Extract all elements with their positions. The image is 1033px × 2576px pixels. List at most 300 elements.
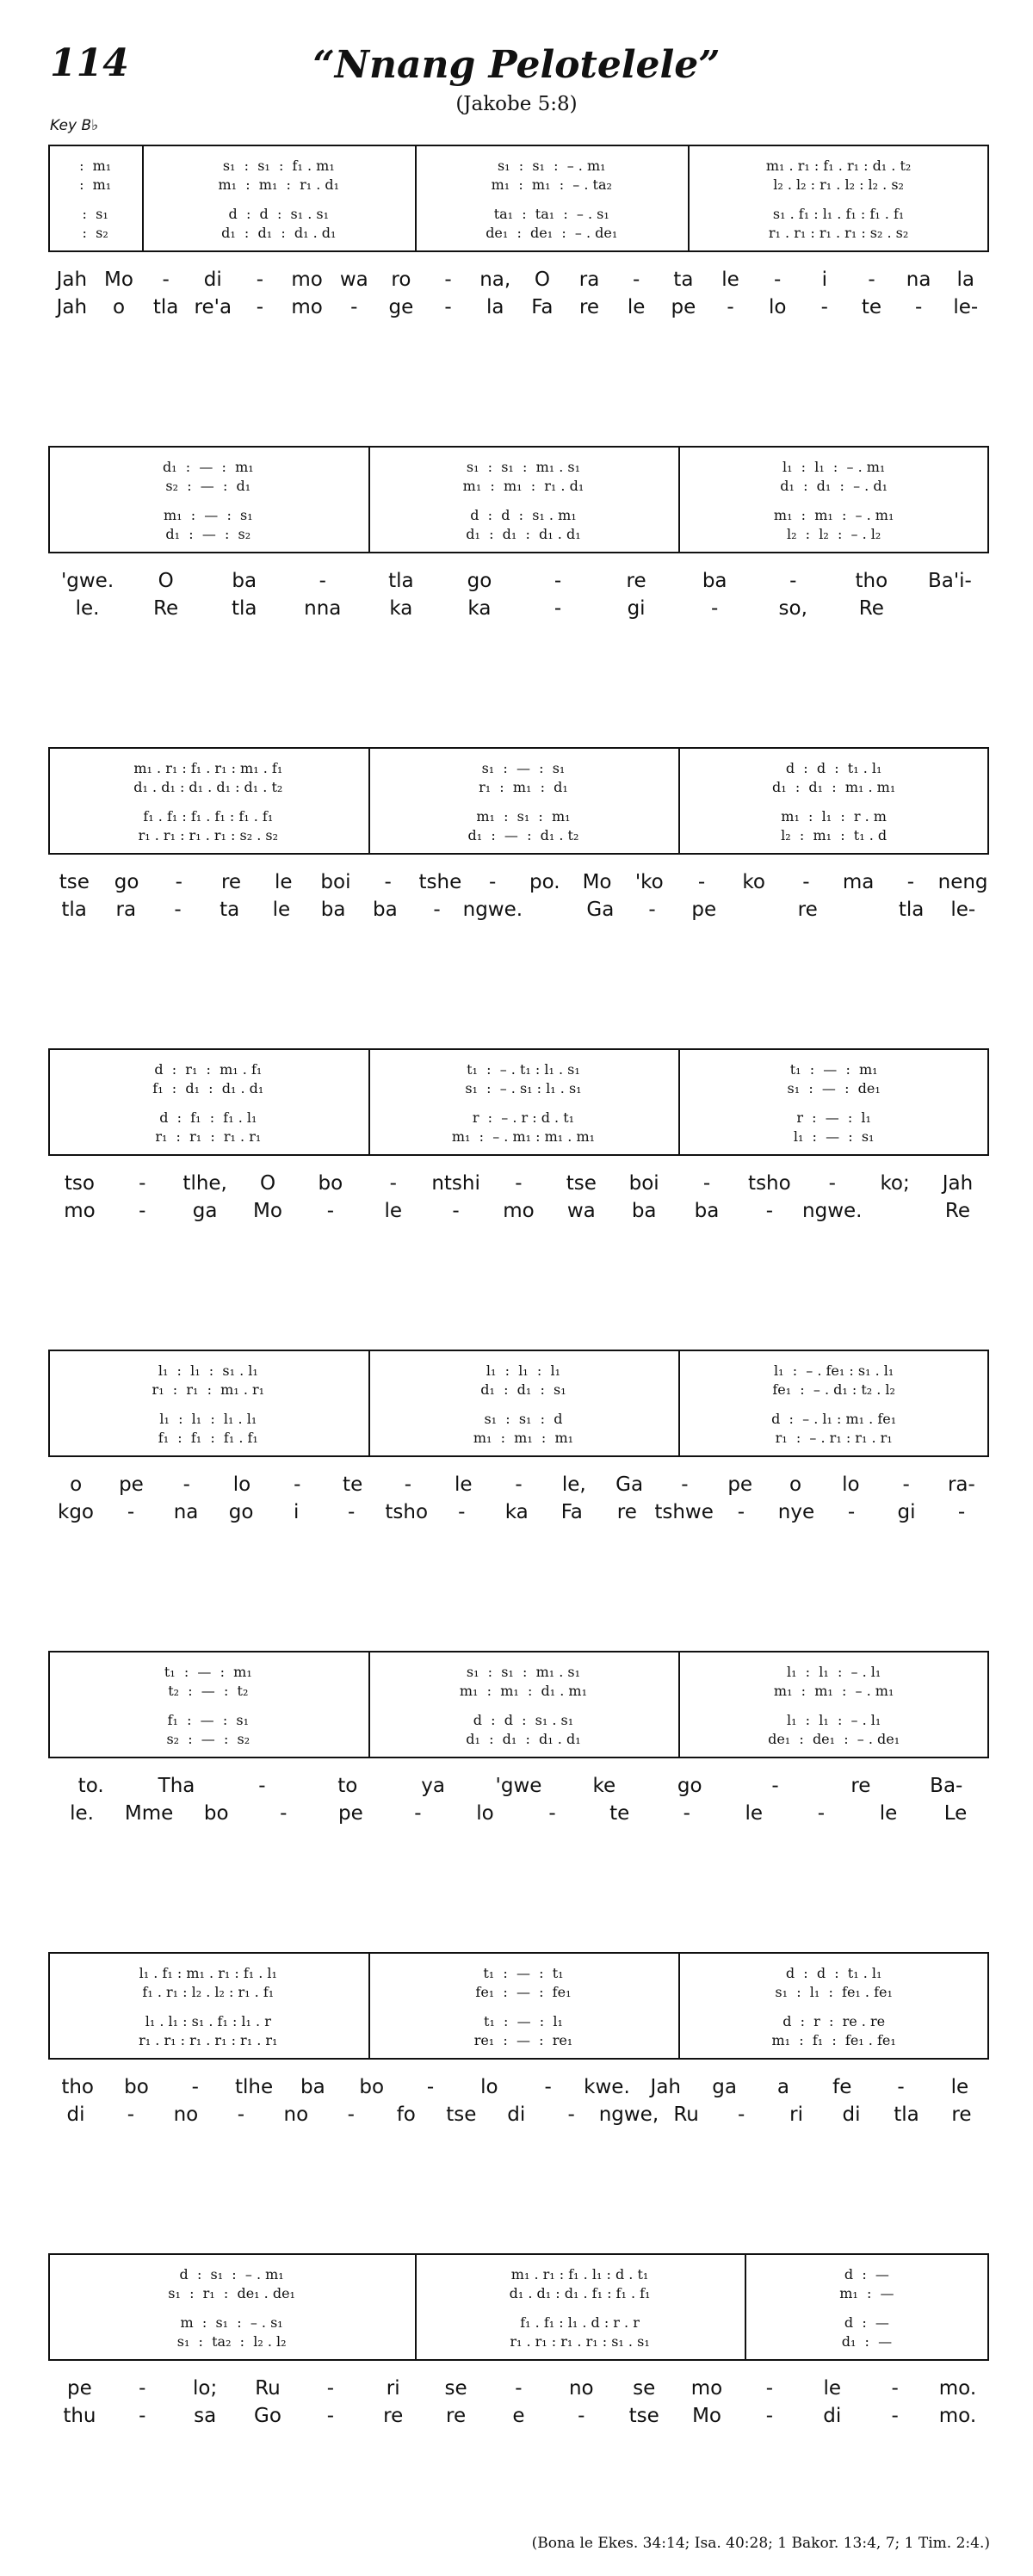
lyric-syllable: - bbox=[404, 1473, 412, 1496]
lyric-line bbox=[48, 1198, 989, 1224]
lyric-syllable: le bbox=[745, 1802, 764, 1825]
lyric-syllable: thu bbox=[63, 2405, 96, 2427]
hymn-title: “Nnang Pelotelele” bbox=[312, 43, 721, 87]
lyric-syllable: pe bbox=[67, 2377, 92, 2400]
lyric-syllable: - bbox=[384, 871, 392, 893]
lyric-line bbox=[48, 294, 989, 320]
solfa-measure: l₂ . l₂ : r₁ . l₂ : l₂ . s₂ bbox=[773, 176, 904, 193]
solfa-measure: de₁ : de₁ : – . de₁ bbox=[486, 225, 618, 241]
lyric-syllable: a bbox=[776, 2076, 789, 2098]
lyric-syllable: ra bbox=[115, 899, 137, 921]
lyric-syllable: Mo bbox=[582, 871, 612, 893]
lyric-syllable: - bbox=[174, 899, 182, 921]
lyric-syllable: Ga bbox=[615, 1473, 644, 1496]
lyric-syllable: - bbox=[817, 1802, 826, 1825]
lyric-syllable: Re bbox=[944, 1200, 971, 1222]
lyric-syllable: ngwe, bbox=[598, 2103, 659, 2126]
lyric-syllable: - bbox=[544, 2076, 552, 2098]
lyric-line bbox=[48, 2375, 989, 2401]
lyric-syllable: - bbox=[765, 1200, 774, 1222]
lyric-syllable: le bbox=[721, 269, 739, 291]
lyric-syllable: o bbox=[70, 1473, 83, 1496]
solfa-measure: t₁ : — : t₁ bbox=[483, 1965, 564, 1981]
solfa-measure: ta₁ : ta₁ : – . s₁ bbox=[493, 206, 609, 222]
lyric-syllable: kwe. bbox=[584, 2076, 630, 2098]
lyric-syllable: di bbox=[842, 2103, 861, 2126]
lyric-syllable: - bbox=[515, 1473, 523, 1496]
lyric-syllable: - bbox=[258, 1775, 266, 1797]
lyric-syllable: o bbox=[789, 1473, 802, 1496]
lyric-line bbox=[48, 1472, 989, 1498]
lyric-syllable: Fa bbox=[531, 296, 554, 318]
lyric-syllable: - bbox=[737, 1501, 745, 1523]
lyric-syllable: - bbox=[191, 2076, 199, 2098]
lyric-syllable: Jah bbox=[56, 269, 88, 291]
lyric-syllable: - bbox=[847, 1501, 856, 1523]
solfa-measure: f₁ . f₁ : f₁ . f₁ : f₁ . f₁ bbox=[143, 808, 274, 825]
lyric-syllable: ba bbox=[232, 570, 257, 592]
lyric-syllable bbox=[523, 897, 574, 923]
solfa-measure: d : — bbox=[844, 2266, 889, 2283]
lyric-syllable: re bbox=[578, 296, 600, 318]
lyric-syllable: - bbox=[906, 871, 915, 893]
lyric-syllable: Mo bbox=[104, 269, 133, 291]
lyric-syllable: - bbox=[737, 2103, 745, 2126]
lyric-syllable: re bbox=[797, 899, 818, 921]
solfa-measure: d : — bbox=[844, 2314, 889, 2331]
lyric-syllable: le- bbox=[953, 296, 979, 318]
lyric-syllable: ba bbox=[694, 1200, 720, 1222]
lyric-syllable: ga bbox=[712, 2076, 737, 2098]
lyric-syllable: - bbox=[458, 1501, 466, 1523]
lyric-syllable: to bbox=[337, 1775, 358, 1797]
lyric-syllable: so, bbox=[778, 597, 807, 620]
lyric-syllable: go bbox=[677, 1775, 702, 1797]
lyric-syllable: - bbox=[802, 871, 810, 893]
lyric-syllable: le. bbox=[70, 1802, 94, 1825]
lyric-syllable: di bbox=[507, 2103, 526, 2126]
solfa-measure: l₂ : m₁ : t₁ . d bbox=[781, 827, 888, 843]
solfa-measure: d₁ : — : d₁ . t₂ bbox=[467, 827, 579, 843]
lyric-syllable: bo bbox=[359, 2076, 385, 2098]
lyric-syllable: - bbox=[765, 2405, 774, 2427]
hymn-number: 114 bbox=[50, 41, 129, 85]
solfa-measure: d₁ . d₁ : d₁ . d₁ : d₁ . t₂ bbox=[133, 779, 283, 795]
lyric-syllable: ge bbox=[388, 296, 414, 318]
lyric-syllable: - bbox=[868, 269, 875, 291]
lyric-syllable: mo. bbox=[938, 2405, 977, 2427]
solfa-measure: s₁ : l₁ : fe₁ . fe₁ bbox=[775, 1984, 893, 2000]
lyric-syllable: fo bbox=[396, 2103, 416, 2126]
solfa-measure: : s₁ bbox=[82, 206, 108, 222]
lyric-syllable: - bbox=[444, 296, 452, 318]
lyric-line bbox=[48, 1499, 989, 1525]
lyric-syllable: boi bbox=[320, 871, 351, 893]
lyric-syllable: Re bbox=[858, 597, 884, 620]
lyric-syllable: e bbox=[512, 2405, 525, 2427]
solfa-measure: f₁ . r₁ : l₂ . l₂ : r₁ . f₁ bbox=[142, 1984, 275, 2000]
solfa-measure: s₁ : ta₂ : l₂ . l₂ bbox=[176, 2333, 287, 2350]
lyric-syllable: re bbox=[951, 2103, 972, 2126]
lyric-syllable: Ru bbox=[255, 2377, 281, 2400]
lyric-syllable: i bbox=[821, 269, 828, 291]
lyric-syllable: ri bbox=[789, 2103, 803, 2126]
lyric-syllable: re bbox=[446, 2405, 467, 2427]
lyric-syllable: Re bbox=[153, 597, 179, 620]
solfa-measure: s₁ : s₁ : m₁ . s₁ bbox=[466, 459, 581, 475]
lyric-syllable: la bbox=[486, 296, 504, 318]
solfa-measure: s₁ : s₁ : m₁ . s₁ bbox=[466, 1664, 581, 1680]
lyric-syllable: - bbox=[648, 899, 656, 921]
lyric-syllable: boi bbox=[628, 1172, 659, 1195]
solfa-measure: l₁ : l₁ : – . m₁ bbox=[782, 459, 886, 475]
lyric-syllable: te bbox=[609, 1802, 630, 1825]
lyric-syllable: - bbox=[774, 269, 782, 291]
solfa-measure: m₁ : m₁ : – . m₁ bbox=[773, 507, 894, 523]
lyric-syllable: O bbox=[158, 570, 174, 592]
lyric-syllable: - bbox=[256, 296, 264, 318]
lyric-line bbox=[48, 267, 989, 293]
solfa-measure: m₁ : m₁ : – . ta₂ bbox=[491, 176, 612, 193]
lyric-syllable: Ru bbox=[673, 2103, 699, 2126]
lyric-syllable: - bbox=[711, 597, 719, 620]
solfa-measure: l₁ : l₁ : l₁ . l₁ bbox=[159, 1411, 257, 1427]
lyric-syllable: - bbox=[350, 296, 358, 318]
solfa-measure: m₁ : m₁ : r₁ . d₁ bbox=[462, 478, 585, 494]
lyric-syllable: Ga bbox=[586, 899, 615, 921]
lyric-syllable: tshe bbox=[418, 871, 462, 893]
lyric-syllable: di bbox=[203, 269, 222, 291]
lyric-syllable: - bbox=[548, 1802, 556, 1825]
lyric-syllable: - bbox=[280, 1802, 288, 1825]
lyric-syllable: na, bbox=[479, 269, 511, 291]
lyric-syllable: mo bbox=[64, 1200, 96, 1222]
lyric-syllable: - bbox=[820, 296, 828, 318]
lyric-syllable: - bbox=[433, 899, 441, 921]
lyric-syllable: - bbox=[488, 871, 497, 893]
lyric-syllable: - bbox=[319, 570, 326, 592]
lyric-line bbox=[48, 596, 989, 621]
lyric-syllable: 'ko bbox=[634, 871, 664, 893]
solfa-measure: l₁ . f₁ : m₁ . r₁ : f₁ . l₁ bbox=[139, 1965, 277, 1981]
lyric-syllable: tho bbox=[61, 2076, 94, 2098]
lyric-syllable: - bbox=[127, 1501, 135, 1523]
lyric-syllable: le, bbox=[561, 1473, 586, 1496]
lyric-syllable: tlhe, bbox=[182, 1172, 227, 1195]
solfa-measure: m₁ : m₁ : – . m₁ bbox=[773, 1683, 894, 1699]
lyric-syllable: ko; bbox=[880, 1172, 910, 1195]
lyric-syllable: ntshi bbox=[431, 1172, 480, 1195]
solfa-measure: fe₁ : — : fe₁ bbox=[475, 1984, 572, 2000]
lyric-syllable: - bbox=[139, 2377, 146, 2400]
solfa-measure: d : – . l₁ : m₁ . fe₁ bbox=[771, 1411, 897, 1427]
lyric-syllable: ba bbox=[300, 2076, 325, 2098]
solfa-measure: m₁ : s₁ : m₁ bbox=[476, 808, 571, 825]
music-system bbox=[48, 446, 989, 627]
lyric-syllable: tla bbox=[898, 899, 925, 921]
key-signature: Key B♭ bbox=[50, 117, 99, 134]
lyric-line bbox=[48, 869, 989, 895]
lyric-syllable: Jah bbox=[650, 2076, 682, 2098]
lyric-syllable: le bbox=[272, 899, 291, 921]
lyric-syllable: ri bbox=[386, 2377, 400, 2400]
lyric-syllable: lo bbox=[480, 2076, 498, 2098]
solfa-measure: r₁ . r₁ : r₁ . r₁ : s₂ . s₂ bbox=[138, 827, 278, 843]
solfa-measure: d : s₁ : – . m₁ bbox=[179, 2266, 284, 2283]
solfa-measure: r₁ : r₁ : r₁ . r₁ bbox=[155, 1128, 262, 1145]
lyric-syllable: ko bbox=[742, 871, 765, 893]
lyric-syllable: te bbox=[861, 296, 882, 318]
lyric-syllable: di bbox=[66, 2103, 85, 2126]
solfa-measure: t₁ : – . t₁ : l₁ . s₁ bbox=[467, 1061, 580, 1078]
lyric-syllable: la bbox=[956, 269, 975, 291]
lyric-syllable: - bbox=[452, 1200, 460, 1222]
lyric-syllable: tsho bbox=[385, 1501, 429, 1523]
solfa-measure: d : d : t₁ . l₁ bbox=[785, 760, 882, 776]
lyric-syllable: re bbox=[626, 570, 646, 592]
lyric-syllable bbox=[833, 897, 885, 923]
lyric-syllable: ke bbox=[592, 1775, 616, 1797]
solfa-measure: d : d : t₁ . l₁ bbox=[785, 1965, 882, 1981]
lyric-syllable: re bbox=[220, 871, 242, 893]
lyric-syllable: no bbox=[568, 2377, 594, 2400]
solfa-measure: : s₂ bbox=[82, 225, 108, 241]
music-system bbox=[48, 747, 989, 928]
lyric-syllable: ba bbox=[702, 570, 727, 592]
solfa-measure: r₁ : m₁ : d₁ bbox=[479, 779, 568, 795]
lyric-syllable: - bbox=[127, 2103, 135, 2126]
lyric-syllable: - bbox=[891, 2377, 899, 2400]
lyric-line bbox=[48, 1773, 989, 1799]
lyric-syllable: - bbox=[515, 2377, 523, 2400]
lyric-syllable: tlhe bbox=[235, 2076, 274, 2098]
lyric-syllable: wa bbox=[339, 269, 368, 291]
solfa-measure: d₁ : d₁ : s₁ bbox=[480, 1381, 566, 1398]
lyric-syllable: - bbox=[237, 2103, 245, 2126]
lyric-syllable: - bbox=[347, 2103, 355, 2126]
lyric-syllable: Go bbox=[254, 2405, 281, 2427]
lyric-syllable: mo bbox=[503, 1200, 535, 1222]
lyric-syllable: pe bbox=[727, 1473, 753, 1496]
solfa-measure: l₁ : l₁ : – . l₁ bbox=[786, 1664, 881, 1680]
solfa-measure: s₁ : – . s₁ : l₁ . s₁ bbox=[465, 1080, 582, 1096]
lyric-syllable: - bbox=[683, 1802, 690, 1825]
lyric-syllable: lo; bbox=[193, 2377, 218, 2400]
lyric-syllable: bo bbox=[124, 2076, 149, 2098]
lyric-syllable: te bbox=[343, 1473, 363, 1496]
solfa-measure: : m₁ bbox=[79, 176, 112, 193]
solfa-measure: m₁ : – . m₁ : m₁ . m₁ bbox=[451, 1128, 596, 1145]
lyric-syllable: bo bbox=[318, 1172, 343, 1195]
scripture-reference: (Jakobe 5:8) bbox=[455, 93, 578, 115]
solfa-measure: m₁ : m₁ : m₁ bbox=[473, 1430, 574, 1446]
lyric-syllable: le bbox=[454, 1473, 473, 1496]
solfa-measure: d₁ : d₁ : d₁ . d₁ bbox=[466, 1731, 581, 1747]
solfa-measure: s₁ : s₁ : – . m₁ bbox=[497, 158, 606, 174]
lyric-syllable: se bbox=[444, 2377, 467, 2400]
solfa-measure: d₁ : d₁ : – . d₁ bbox=[780, 478, 888, 494]
lyric-syllable: lo bbox=[768, 296, 787, 318]
lyric-syllable: le. bbox=[75, 597, 100, 620]
lyric-syllable: - bbox=[515, 1172, 523, 1195]
lyric-syllable: bo bbox=[203, 1802, 229, 1825]
lyric-syllable: - bbox=[256, 269, 264, 291]
lyric-syllable: ba bbox=[320, 899, 346, 921]
lyric-syllable: - bbox=[326, 1200, 335, 1222]
lyric-syllable: - bbox=[294, 1473, 301, 1496]
lyric-syllable: tla bbox=[152, 296, 179, 318]
lyric-syllable: ra- bbox=[947, 1473, 975, 1496]
solfa-measure: m₁ : m₁ : r₁ . d₁ bbox=[218, 176, 340, 193]
lyric-line bbox=[48, 897, 989, 923]
lyric-syllable bbox=[730, 897, 782, 923]
lyric-syllable: - bbox=[697, 871, 706, 893]
lyric-syllable: pe bbox=[119, 1473, 144, 1496]
lyric-syllable: Ba'i- bbox=[927, 570, 972, 592]
lyric-syllable: le bbox=[950, 2076, 969, 2098]
lyric-syllable: le bbox=[627, 296, 646, 318]
music-system bbox=[48, 1350, 989, 1530]
lyric-syllable: tshwe bbox=[654, 1501, 714, 1523]
lyric-line bbox=[48, 1801, 989, 1826]
lyric-syllable: - bbox=[162, 269, 170, 291]
lyric-syllable: le bbox=[823, 2377, 842, 2400]
lyric-syllable: mo bbox=[291, 269, 323, 291]
solfa-measure: l₁ : — : s₁ bbox=[793, 1128, 875, 1145]
lyric-syllable: lo bbox=[476, 1802, 494, 1825]
lyric-syllable: tsho bbox=[748, 1172, 791, 1195]
lyric-syllable: re bbox=[851, 1775, 871, 1797]
lyric-syllable: le bbox=[879, 1802, 898, 1825]
lyric-syllable: - bbox=[414, 1802, 422, 1825]
solfa-measure: l₂ : l₂ : – . l₂ bbox=[786, 526, 881, 542]
solfa-measure: s₁ : — : s₁ bbox=[481, 760, 566, 776]
solfa-measure: de₁ : de₁ : – . de₁ bbox=[768, 1731, 900, 1747]
lyric-syllable: - bbox=[633, 269, 640, 291]
lyric-syllable: 'gwe. bbox=[60, 570, 114, 592]
lyric-syllable: le bbox=[384, 1200, 402, 1222]
lyric-syllable: re bbox=[616, 1501, 637, 1523]
music-system bbox=[48, 145, 989, 325]
lyric-syllable: ma bbox=[842, 871, 875, 893]
solfa-measure: t₁ : — : l₁ bbox=[484, 2013, 563, 2029]
lyric-syllable: Mo bbox=[253, 1200, 282, 1222]
solfa-measure: r₁ . r₁ : r₁ . r₁ : r₁ . r₁ bbox=[139, 2032, 278, 2048]
lyric-syllable: Tha bbox=[158, 1775, 195, 1797]
lyric-syllable: le bbox=[274, 871, 293, 893]
lyric-syllable: ga bbox=[192, 1200, 218, 1222]
lyric-syllable: Mme bbox=[124, 1802, 174, 1825]
lyric-syllable: to. bbox=[77, 1775, 104, 1797]
lyric-syllable: lo bbox=[232, 1473, 251, 1496]
lyric-syllable: - bbox=[891, 2405, 899, 2427]
lyric-syllable: ba bbox=[372, 899, 398, 921]
lyric-syllable: mo bbox=[291, 296, 323, 318]
lyric-syllable: lo bbox=[842, 1473, 860, 1496]
lyric-syllable: le- bbox=[950, 899, 976, 921]
solfa-measure: m₁ : m₁ : d₁ . m₁ bbox=[459, 1683, 588, 1699]
solfa-measure: t₁ : — : m₁ bbox=[789, 1061, 878, 1078]
lyric-syllable: nna bbox=[304, 597, 342, 620]
solfa-measure: r : – . r : d . t₁ bbox=[472, 1109, 575, 1126]
lyric-syllable: Mo bbox=[692, 2405, 721, 2427]
lyric-syllable: - bbox=[389, 1172, 397, 1195]
lyric-line bbox=[48, 2102, 989, 2128]
lyric-syllable: ka bbox=[467, 597, 492, 620]
lyric-syllable: ngwe. bbox=[462, 899, 523, 921]
solfa-measure: l₁ : l₁ : s₁ . l₁ bbox=[158, 1362, 258, 1379]
lyric-syllable: na bbox=[173, 1501, 199, 1523]
solfa-measure: m : s₁ : – . s₁ bbox=[180, 2314, 283, 2331]
lyric-syllable bbox=[863, 1198, 926, 1224]
lyric-syllable: gi bbox=[897, 1501, 916, 1523]
lyric-syllable: ka bbox=[389, 597, 413, 620]
lyric-syllable: - bbox=[348, 1501, 356, 1523]
solfa-measure: d : d : s₁ . s₁ bbox=[473, 1712, 574, 1728]
lyric-syllable: - bbox=[681, 1473, 689, 1496]
solfa-measure: d : f₁ : f₁ . l₁ bbox=[159, 1109, 257, 1126]
lyric-syllable: ka bbox=[504, 1501, 529, 1523]
lyric-syllable: pe bbox=[691, 899, 717, 921]
solfa-measure: d₁ : — : m₁ bbox=[162, 459, 254, 475]
lyric-syllable: tla bbox=[231, 597, 257, 620]
lyric-syllable: fe bbox=[832, 2076, 852, 2098]
music-system bbox=[48, 1952, 989, 2133]
lyric-syllable: tla bbox=[61, 899, 87, 921]
solfa-measure: s₁ : s₁ : f₁ . m₁ bbox=[222, 158, 335, 174]
lyric-syllable: tse bbox=[628, 2405, 659, 2427]
solfa-measure: l₁ . l₁ : s₁ . f₁ : l₁ . r bbox=[145, 2013, 271, 2029]
lyric-syllable: tla bbox=[894, 2103, 919, 2126]
solfa-measure: m₁ : l₁ : r . m bbox=[781, 808, 887, 825]
lyric-syllable: ta bbox=[673, 269, 694, 291]
solfa-measure: t₁ : — : m₁ bbox=[164, 1664, 252, 1680]
solfa-measure: m₁ . r₁ : f₁ . l₁ : d . t₁ bbox=[510, 2266, 649, 2283]
music-system bbox=[48, 1048, 989, 1229]
lyric-syllable: tla bbox=[388, 570, 414, 592]
solfa-measure: d₁ : d₁ : m₁ . m₁ bbox=[772, 779, 896, 795]
lyric-syllable: - bbox=[175, 871, 182, 893]
lyric-syllable: - bbox=[139, 2405, 146, 2427]
solfa-measure: s₁ . f₁ : l₁ . f₁ : f₁ . f₁ bbox=[772, 206, 905, 222]
lyric-syllable: go bbox=[467, 570, 492, 592]
lyric-syllable: tho bbox=[855, 570, 888, 592]
lyric-syllable: - bbox=[139, 1172, 146, 1195]
cross-references: (Bona le Ekes. 34:14; Isa. 40:28; 1 Bakor. 13:4, 7; 1 Tim. 2:4.) bbox=[531, 2535, 990, 2552]
lyric-syllable: - bbox=[957, 1501, 966, 1523]
solfa-measure: s₁ : r₁ : de₁ . de₁ bbox=[168, 2285, 295, 2301]
lyric-syllable: tso bbox=[64, 1172, 95, 1195]
lyric-syllable: - bbox=[578, 2405, 585, 2427]
lyric-syllable: ngwe. bbox=[802, 1200, 863, 1222]
solfa-measure: r₁ : r₁ : m₁ . r₁ bbox=[152, 1381, 265, 1398]
solfa-measure: r₁ . r₁ : r₁ . r₁ : s₂ . s₂ bbox=[768, 225, 909, 241]
solfa-measure: l₁ : l₁ : l₁ bbox=[486, 1362, 560, 1379]
lyric-syllable: 'gwe bbox=[495, 1775, 542, 1797]
lyric-syllable: - bbox=[554, 597, 562, 620]
lyric-syllable: pe bbox=[671, 296, 696, 318]
lyric-syllable: - bbox=[727, 296, 734, 318]
lyric-syllable: ta bbox=[220, 899, 240, 921]
lyric-syllable: - bbox=[326, 2377, 335, 2400]
music-system bbox=[48, 1651, 989, 1832]
lyric-syllable: - bbox=[914, 296, 923, 318]
lyric-syllable: ra bbox=[578, 269, 600, 291]
lyric-syllable: di bbox=[823, 2405, 842, 2427]
solfa-measure: m₁ : — : s₁ bbox=[163, 507, 253, 523]
solfa-measure: r₁ . r₁ : r₁ . r₁ : s₁ . s₁ bbox=[510, 2333, 650, 2350]
music-system bbox=[48, 2253, 989, 2434]
